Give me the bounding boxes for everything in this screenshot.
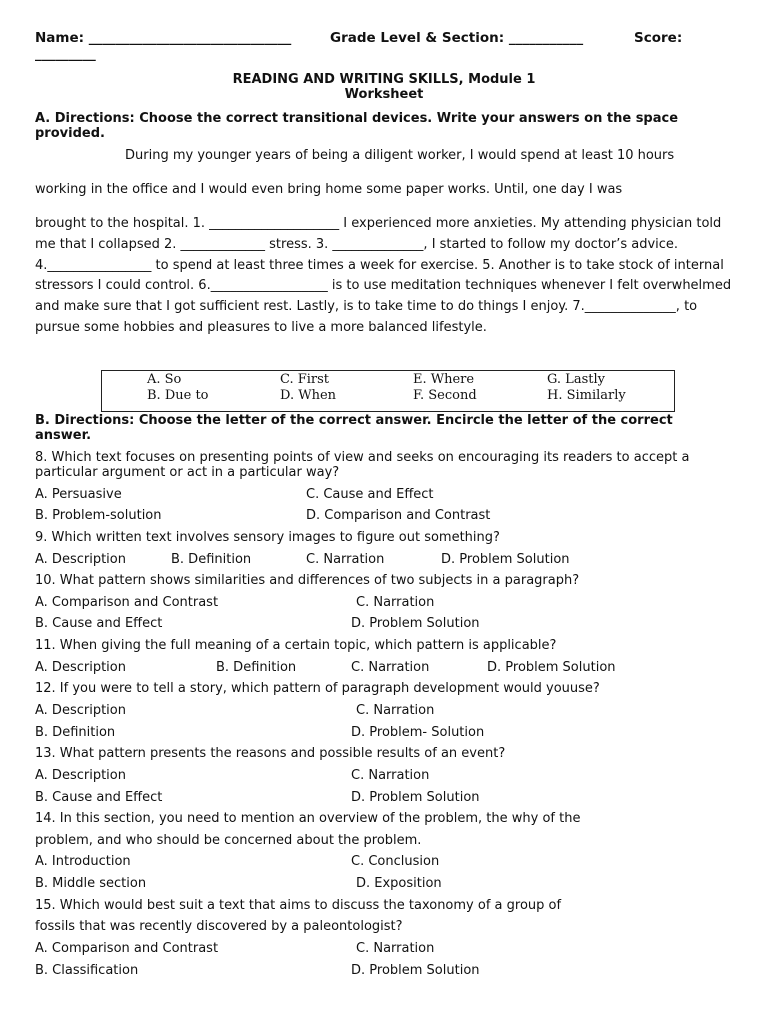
answer-choice: D. Problem Solution	[351, 963, 480, 978]
answer-choice: B. Definition	[216, 660, 297, 675]
answer-choice: B. Middle section	[35, 876, 147, 891]
answer-choice: B. Cause and Effect	[35, 616, 163, 631]
question-15-cont: fossils that was recently discovered by a paleontologist?	[35, 919, 403, 934]
answer-choice: C. Narration	[351, 660, 430, 675]
answer-choice: D. Exposition	[356, 876, 442, 891]
answer-choice: A. Description	[35, 703, 126, 718]
answer-choice: B. Definition	[35, 725, 116, 740]
passage-body: brought to the hospital. 1. ____________________ I experienced more anxieties. My attending physician told me that I collapsed 2. _____________ stress. 3. ______________, I started to follow my doctor’s advice. 4.________________ to spend at least three times a week for exercise. 5. Another is to take stock of internal stressors I could control. 6.__________________ is to use meditation techniques whenever I felt overwhelmed and make sure that I got sufficient rest. Lastly, is to take time to do things I enjoy. 7.______________, to pursue some hobbies and pleasures to live a more balanced lifestyle.	[35, 216, 732, 335]
word-bank-option: F. Second	[413, 388, 477, 403]
answer-choice: A. Description	[35, 768, 126, 783]
name-field-label: Name: ______________________________	[35, 30, 292, 46]
answer-choice: C. Narration	[356, 595, 435, 610]
passage-line-1: During my younger years of being a diligent worker, I would spend at least 10 hours	[125, 148, 675, 163]
grade-section-field-label: Grade Level & Section: ___________	[330, 30, 584, 46]
score-blank: _________	[35, 46, 96, 62]
answer-choice: D. Problem- Solution	[351, 725, 485, 740]
answer-choice: A. Description	[35, 552, 126, 567]
score-field-label: Score:	[634, 30, 683, 46]
section-a-directions-cont: provided.	[35, 126, 105, 141]
question-13: 13. What pattern presents the reasons and possible results of an event?	[35, 746, 506, 761]
answer-choice: B. Problem-solution	[35, 508, 162, 523]
word-bank-option: B. Due to	[147, 388, 209, 403]
worksheet-title: READING AND WRITING SKILLS, Module 1	[232, 72, 536, 87]
word-bank-option: D. When	[280, 388, 337, 403]
answer-choice: A. Comparison and Contrast	[35, 941, 219, 956]
question-9: 9. Which written text involves sensory images to figure out something?	[35, 530, 500, 545]
answer-choice: C. Narration	[356, 703, 435, 718]
question-14: 14. In this section, you need to mention an overview of the problem, the why of the	[35, 811, 581, 826]
answer-choice: B. Classification	[35, 963, 139, 978]
answer-choice: D. Comparison and Contrast	[306, 508, 491, 523]
answer-choice: D. Problem Solution	[487, 660, 616, 675]
answer-choice: B. Definition	[171, 552, 252, 567]
question-14-cont: problem, and who should be concerned about the problem.	[35, 833, 422, 848]
answer-choice: C. Narration	[306, 552, 385, 567]
answer-choice: C. Cause and Effect	[306, 487, 434, 502]
section-a-directions: A. Directions: Choose the correct transitional devices. Write your answers on the space	[35, 111, 679, 126]
answer-choice: D. Problem Solution	[351, 790, 480, 805]
question-10: 10. What pattern shows similarities and differences of two subjects in a paragraph?	[35, 573, 580, 588]
passage-line-2: working in the office and I would even bring home some paper works. Until, one day I was	[35, 182, 623, 197]
section-b-directions-cont: answer.	[35, 428, 92, 443]
word-bank-option: G. Lastly	[547, 372, 605, 387]
answer-choice: D. Problem Solution	[441, 552, 570, 567]
answer-choice: A. Description	[35, 660, 126, 675]
section-b-directions: B. Directions: Choose the letter of the correct answer. Encircle the letter of the correct	[35, 413, 673, 428]
word-bank-option: A. So	[147, 372, 182, 387]
answer-choice: C. Narration	[356, 941, 435, 956]
question-8-cont: particular argument or act in a particular way?	[35, 465, 340, 480]
answer-choice: C. Narration	[351, 768, 430, 783]
answer-choice: B. Cause and Effect	[35, 790, 163, 805]
answer-choice: A. Persuasive	[35, 487, 122, 502]
question-15: 15. Which would best suit a text that aims to discuss the taxonomy of a group of	[35, 898, 562, 913]
word-bank-box	[101, 370, 675, 412]
answer-choice: C. Conclusion	[351, 854, 440, 869]
question-8: 8. Which text focuses on presenting points of view and seeks on encouraging its readers to accept a	[35, 450, 690, 465]
word-bank-option: C. First	[280, 372, 330, 387]
question-11: 11. When giving the full meaning of a certain topic, which pattern is applicable?	[35, 638, 557, 653]
worksheet-subtitle: Worksheet	[344, 87, 424, 102]
word-bank-option: H. Similarly	[547, 388, 626, 403]
answer-choice: D. Problem Solution	[351, 616, 480, 631]
answer-choice: A. Introduction	[35, 854, 131, 869]
question-12: 12. If you were to tell a story, which pattern of paragraph development would youuse?	[35, 681, 600, 696]
answer-choice: A. Comparison and Contrast	[35, 595, 219, 610]
word-bank-option: E. Where	[413, 372, 475, 387]
